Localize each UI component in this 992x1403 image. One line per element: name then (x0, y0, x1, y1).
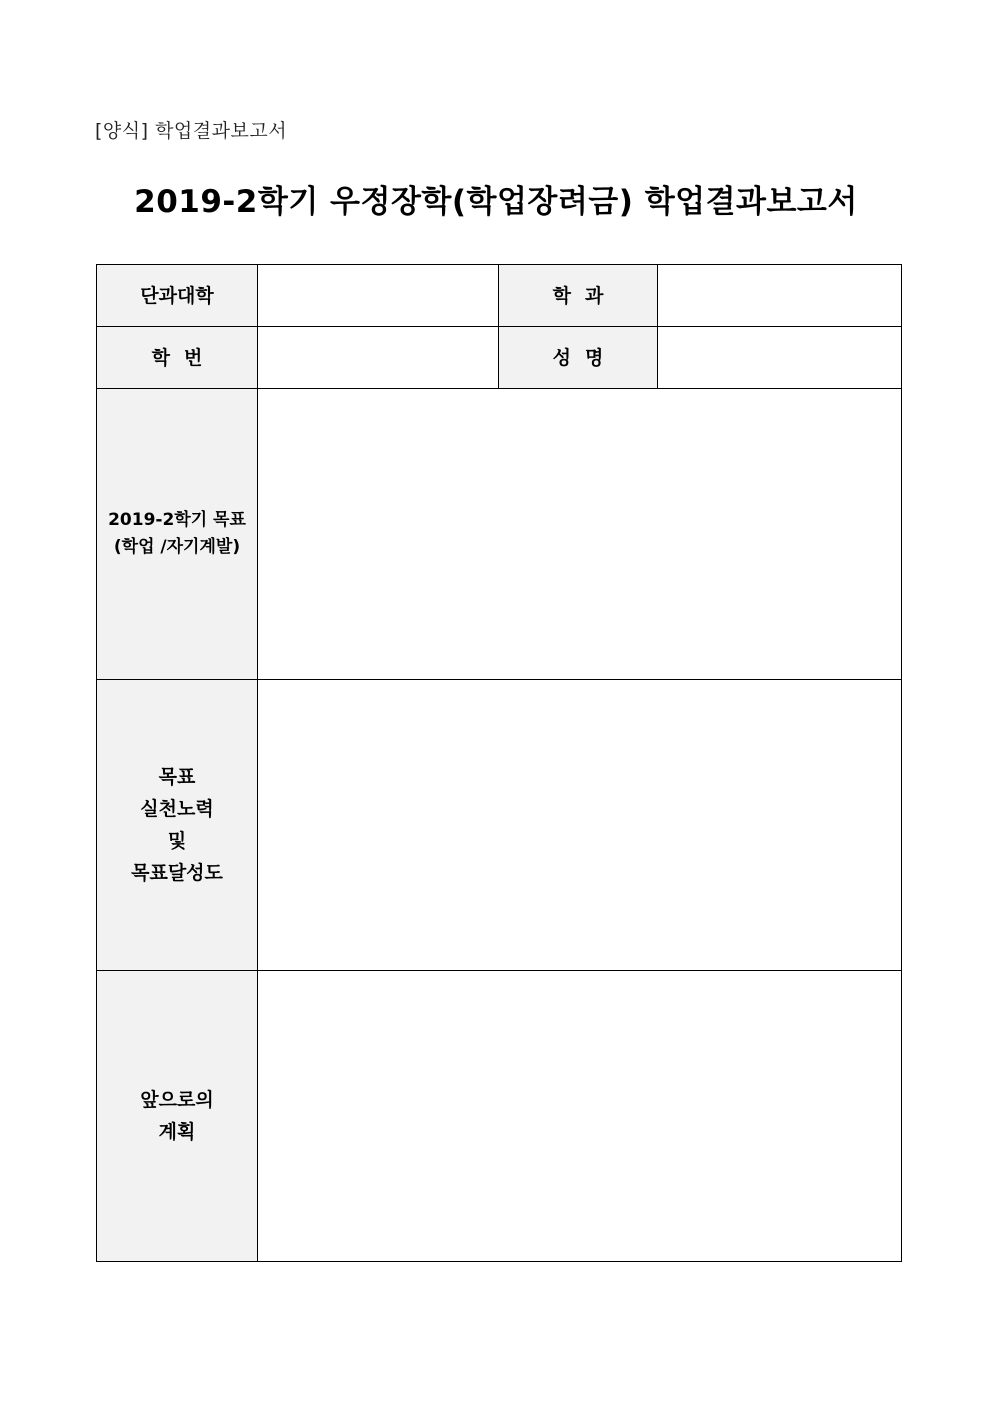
department-label: 학과 (499, 265, 658, 327)
goal-label (97, 389, 258, 680)
effort-label (97, 680, 258, 971)
table-row (97, 265, 902, 327)
effort-field[interactable] (258, 680, 902, 971)
table-row (97, 680, 902, 971)
report-table (96, 264, 902, 1262)
plan-field[interactable] (258, 971, 902, 1262)
table-row (97, 971, 902, 1262)
form-label: [양식] 학업결과보고서 (95, 120, 288, 142)
plan-label (97, 971, 258, 1262)
effort-label-line: 실천노력 (140, 798, 214, 820)
college-label: 단과대학 (97, 265, 258, 327)
effort-label-line: 목표 (158, 766, 196, 788)
plan-label-line: 계획 (158, 1121, 196, 1143)
college-field[interactable] (258, 265, 499, 327)
table-row (97, 327, 902, 389)
student-id-field[interactable] (258, 327, 499, 389)
effort-label-line: 목표달성도 (131, 862, 223, 884)
table-row (97, 389, 902, 680)
name-field[interactable] (658, 327, 902, 389)
effort-label-line: 및 (167, 830, 187, 852)
department-field[interactable] (658, 265, 902, 327)
goal-field[interactable] (258, 389, 902, 680)
goal-label-line: 2019-2학기 목표 (108, 510, 246, 530)
plan-label-line: 앞으로의 (140, 1089, 214, 1111)
goal-label-line: (학업 /자기계발) (113, 537, 241, 557)
document-title: 2019-2학기 우정장학(학업장려금) 학업결과보고서 (134, 184, 858, 220)
name-label: 성명 (499, 327, 658, 389)
student-id-label: 학번 (97, 327, 258, 389)
